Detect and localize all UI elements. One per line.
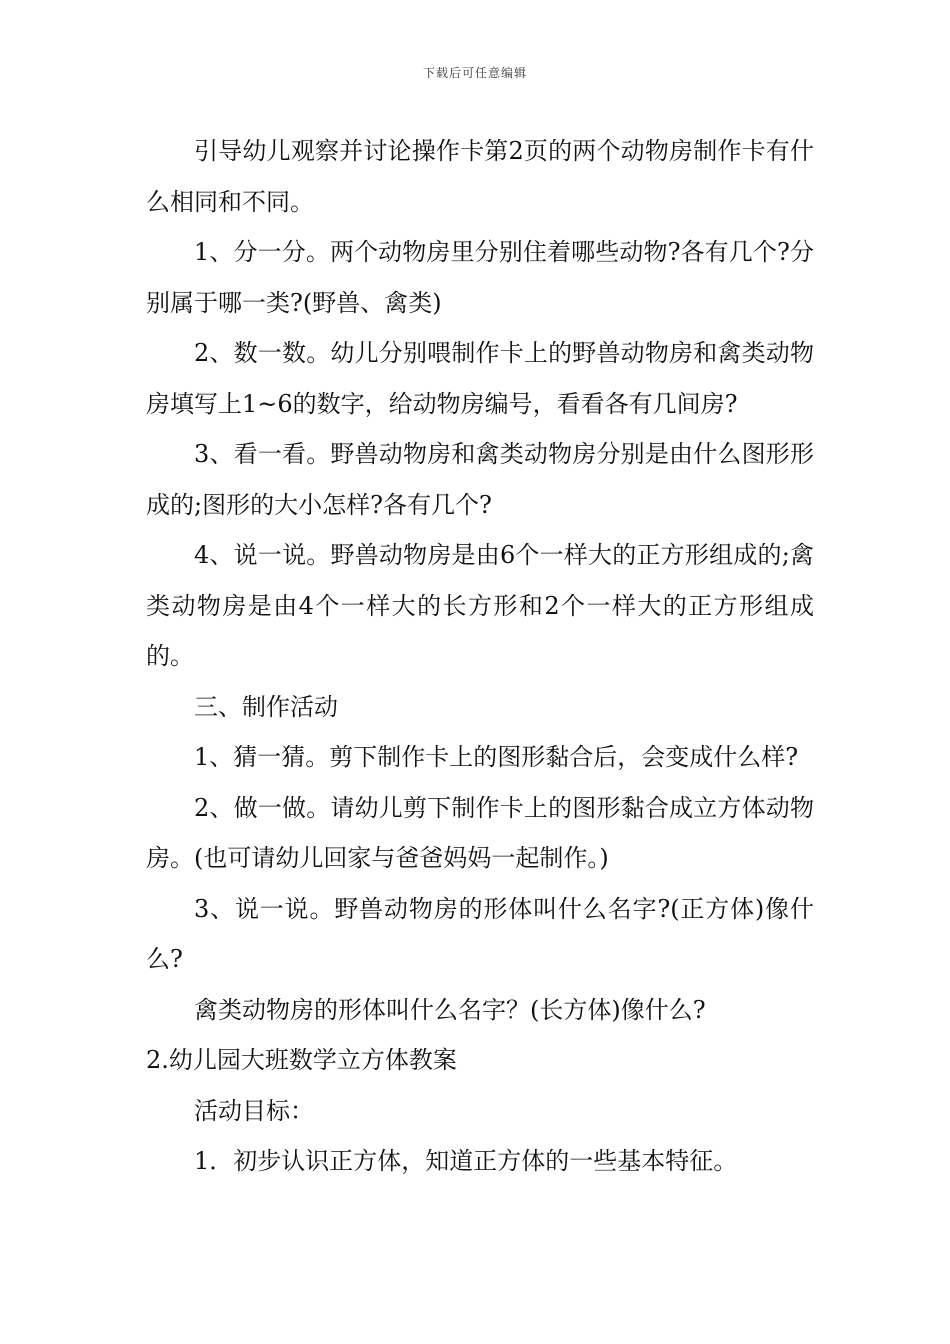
paragraph-step-3: 3、看一看。野兽动物房和禽类动物房分别是由什么图形形成的;图形的大小怎样?各有几个? — [146, 440, 814, 519]
document-body — [146, 126, 814, 1187]
lesson-title: 2.幼儿园大班数学立方体教案 — [146, 1046, 457, 1074]
goals-heading: 活动目标： — [194, 1096, 314, 1125]
section-heading-activity: 三、制作活动 — [194, 692, 338, 721]
paragraph-say: 3、说一说。野兽动物房的形体叫什么名字?(正方体)像什么? — [146, 894, 814, 973]
page-header: 下载后可任意编辑 — [422, 66, 527, 80]
paragraph-step-4: 4、说一说。野兽动物房是由6个一样大的正方形组成的;禽类动物房是由4个一样大的长方形和2个一样大的正方形组成的。 — [146, 541, 814, 670]
paragraph-cuboid: 禽类动物房的形体叫什么名字？(长方体)像什么? — [194, 995, 706, 1024]
paragraph-step-2: 2、数一数。幼儿分别喂制作卡上的野兽动物房和禽类动物房填写上1~6的数字，给动物房编号，看看各有几间房? — [146, 339, 814, 418]
paragraph-step-1: 1、分一分。两个动物房里分别住着哪些动物?各有几个?分别属于哪一类?(野兽、禽类) — [146, 238, 814, 317]
paragraph-guess: 1、猜一猜。剪下制作卡上的图形黏合后，会变成什么样? — [194, 743, 799, 771]
paragraph-make: 2、做一做。请幼儿剪下制作卡上的图形黏合成立方体动物房。(也可请幼儿回家与爸爸妈妈一起制作。) — [146, 793, 814, 872]
goal-item-1: 1．初步认识正方体，知道正方体的一些基本特征。 — [194, 1147, 738, 1175]
paragraph-intro: 引导幼儿观察并讨论操作卡第2页的两个动物房制作卡有什么相同和不同。 — [146, 137, 814, 216]
